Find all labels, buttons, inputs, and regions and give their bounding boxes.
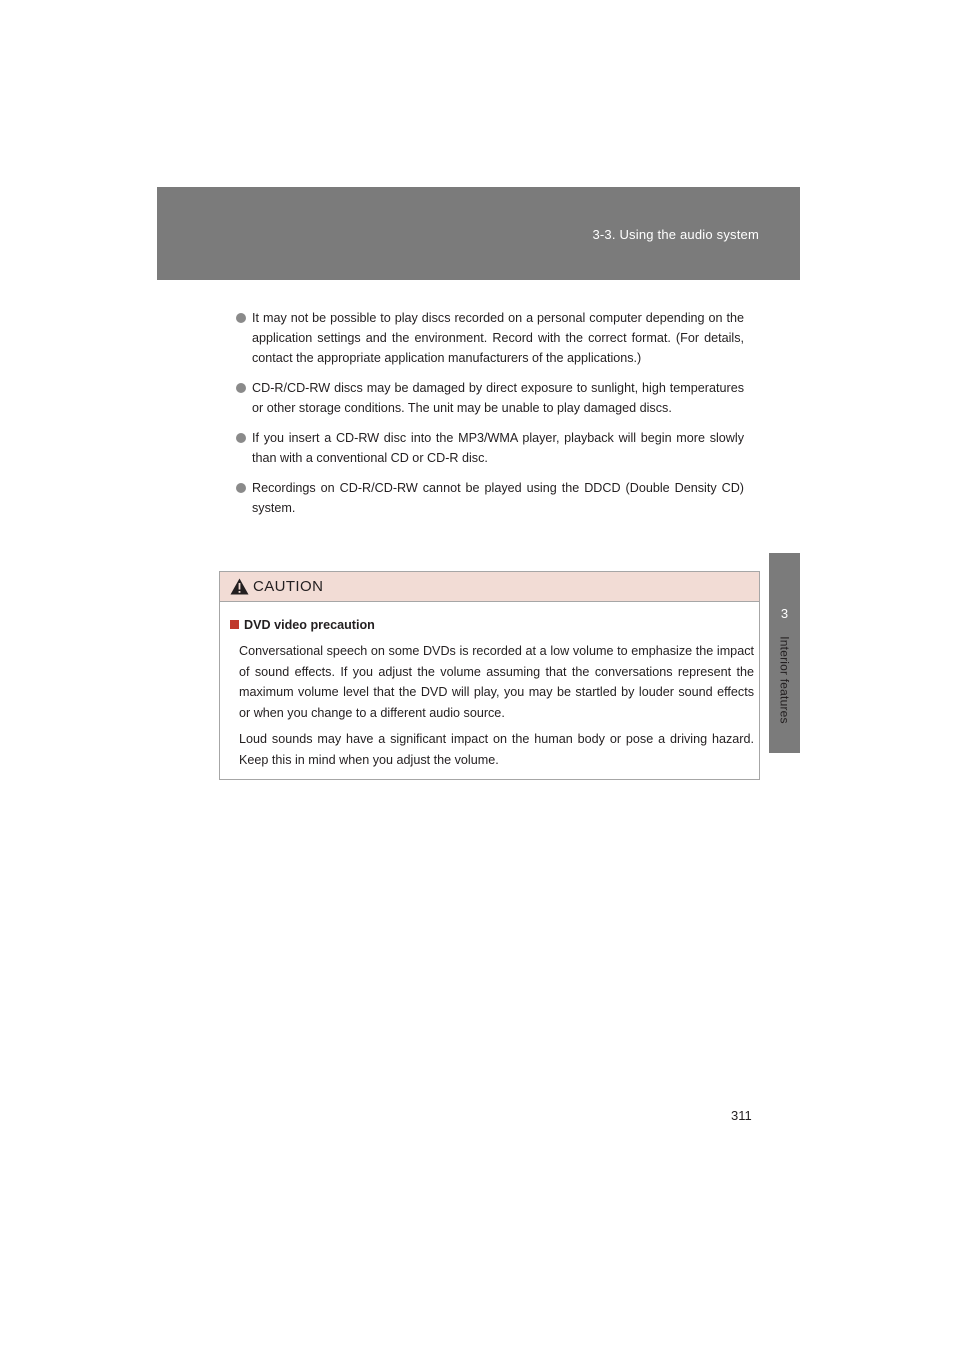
caution-title: CAUTION bbox=[253, 578, 324, 595]
caution-heading bbox=[230, 616, 754, 634]
bullet-dot-icon bbox=[236, 313, 246, 323]
bullet-list bbox=[236, 308, 744, 528]
chapter-label-container bbox=[772, 620, 798, 740]
bullet-item bbox=[236, 478, 744, 518]
chapter-number: 3 bbox=[780, 606, 789, 621]
red-square-icon bbox=[230, 620, 239, 629]
caution-paragraph: Loud sounds may have a significant impact on the human body or pose a driving hazard. Keep this in mind when you adjust the volume. bbox=[239, 732, 754, 767]
caution-box bbox=[219, 571, 760, 780]
bullet-dot-icon bbox=[236, 433, 246, 443]
bullet-text: Recordings on CD-R/CD-RW cannot be played using the DDCD (Double Density CD) system. bbox=[252, 481, 744, 515]
bullet-text: If you insert a CD-RW disc into the MP3/WMA player, playback will begin more slowly than with a conventional CD or CD-R disc. bbox=[252, 431, 744, 465]
bullet-item bbox=[236, 308, 744, 368]
section-header-band bbox=[157, 187, 800, 280]
bullet-text: CD-R/CD-RW discs may be damaged by direct exposure to sunlight, high temperatures or other storage conditions. The unit may be unable to play damaged discs. bbox=[252, 381, 744, 415]
page-number: 311 bbox=[731, 1108, 752, 1123]
chapter-label: Interior features bbox=[778, 636, 793, 724]
bullet-item bbox=[236, 428, 744, 468]
bullet-dot-icon bbox=[236, 483, 246, 493]
bullet-dot-icon bbox=[236, 383, 246, 393]
bullet-text: It may not be possible to play discs recorded on a personal computer depending on the application settings and the environment. Record with the correct format. (For details, contact the appropriate application manufacturers of the applications.) bbox=[252, 311, 744, 365]
caution-paragraph: Conversational speech on some DVDs is recorded at a low volume to emphasize the impact of sound effects. If you adjust the volume assuming that the conversations represent the maximum volume level that the DVD will play, you may be startled by louder sound effects or when you change to a different audio source. bbox=[239, 644, 754, 720]
caution-header bbox=[220, 572, 759, 602]
bullet-item bbox=[236, 378, 744, 418]
caution-body bbox=[230, 616, 754, 776]
caution-heading-text: DVD video precaution bbox=[244, 618, 375, 632]
section-title: 3-3. Using the audio system bbox=[592, 227, 759, 242]
warning-triangle-icon bbox=[230, 578, 249, 595]
